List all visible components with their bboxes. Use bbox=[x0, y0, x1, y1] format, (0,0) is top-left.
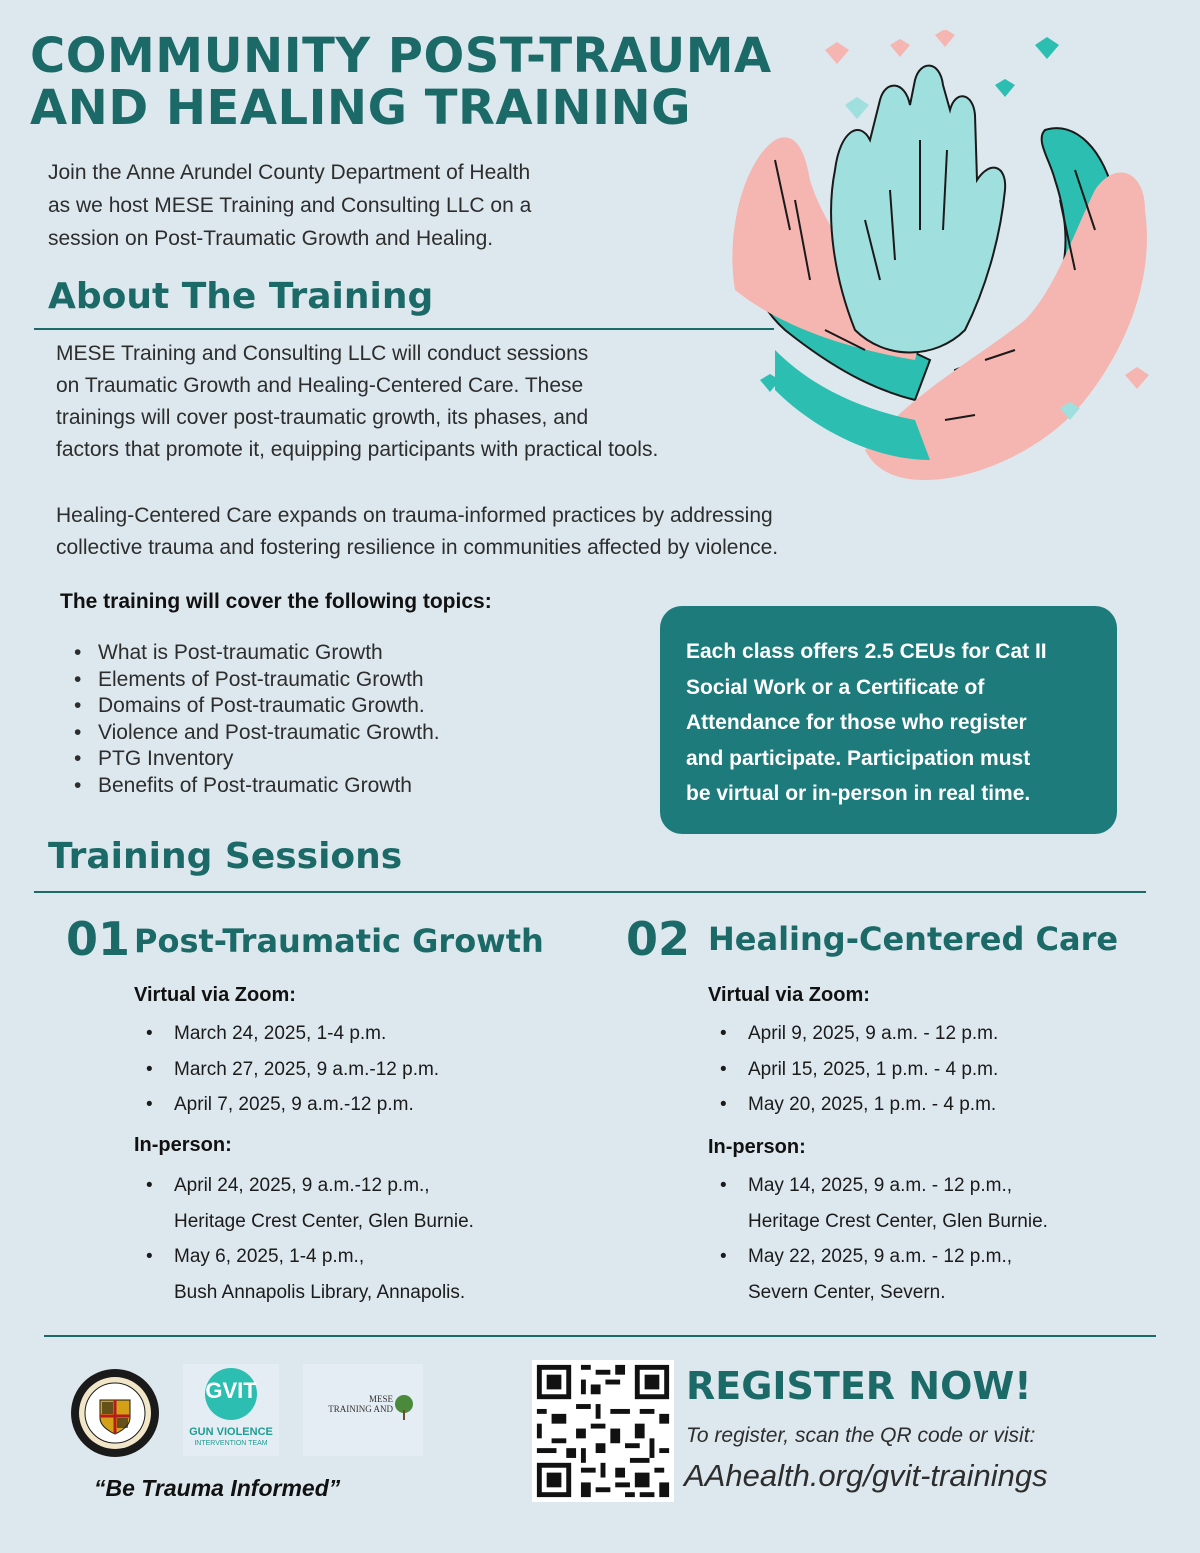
about-divider bbox=[34, 328, 774, 330]
session-location: Heritage Crest Center, Glen Burnie. bbox=[174, 1210, 474, 1232]
topics-heading: The training will cover the following topics: bbox=[60, 590, 492, 613]
ceu-text bbox=[686, 634, 1091, 812]
ceu-line: Attendance for those who register bbox=[686, 711, 1027, 734]
list-item: • March 27, 2025, 9 a.m.-12 p.m. bbox=[134, 1052, 439, 1088]
ceu-line: Social Work or a Certificate of bbox=[686, 675, 985, 699]
ceu-line: and participate. Participation must bbox=[686, 746, 1031, 770]
session-2-virtual-label: Virtual via Zoom: bbox=[708, 984, 870, 1006]
session-location: Bush Annapolis Library, Annapolis. bbox=[174, 1281, 466, 1303]
session-1-number: 01 bbox=[66, 912, 131, 966]
list-item: • May 20, 2025, 1 p.m. - 4 p.m. bbox=[708, 1087, 998, 1123]
about-paragraph-1 bbox=[56, 338, 856, 466]
paragraph-line: factors that promote it, equipping participants with practical tools. bbox=[56, 438, 659, 461]
topics-list bbox=[72, 640, 440, 799]
list-item: • What is Post-traumatic Growth bbox=[72, 640, 440, 667]
list-item bbox=[708, 1168, 1048, 1239]
register-link[interactable]: AAhealth.org/gvit-trainings bbox=[684, 1458, 1048, 1493]
intro-text bbox=[48, 156, 708, 255]
mese-logo bbox=[303, 1364, 423, 1456]
about-paragraph-2 bbox=[56, 500, 1056, 564]
intro-line: as we host MESE Training and Consulting LLC on a bbox=[48, 194, 532, 217]
session-2-title: Healing-Centered Care bbox=[708, 920, 1119, 958]
tagline: “Be Trauma Informed” bbox=[94, 1475, 341, 1501]
paragraph-line: on Traumatic Growth and Healing-Centered Care. These bbox=[56, 374, 584, 397]
intro-line: session on Post-Traumatic Growth and Healing. bbox=[48, 227, 494, 250]
intro-line: Join the Anne Arundel County Department of Health bbox=[48, 161, 531, 184]
gvit-logo bbox=[183, 1364, 279, 1456]
about-heading: About The Training bbox=[48, 276, 434, 317]
list-item: • Violence and Post-traumatic Growth. bbox=[72, 720, 440, 747]
list-item bbox=[708, 1239, 1048, 1310]
ceu-line: Each class offers 2.5 CEUs for Cat II bbox=[686, 640, 1047, 663]
county-seal-icon bbox=[70, 1368, 160, 1458]
session-1-virtual-label: Virtual via Zoom: bbox=[134, 984, 296, 1006]
sessions-heading: Training Sessions bbox=[48, 836, 403, 877]
session-2-virtual-list bbox=[708, 1016, 998, 1123]
list-item bbox=[134, 1168, 474, 1239]
session-location: Severn Center, Severn. bbox=[748, 1281, 946, 1303]
list-item: • April 9, 2025, 9 a.m. - 12 p.m. bbox=[708, 1016, 998, 1052]
session-2-inperson-list bbox=[708, 1168, 1048, 1310]
gvit-logo-sub2: INTERVENTION TEAM bbox=[194, 1440, 268, 1447]
list-item: • March 24, 2025, 1-4 p.m. bbox=[134, 1016, 439, 1052]
gvit-logo-sub1: GUN VIOLENCE bbox=[189, 1426, 273, 1438]
title-line-1: COMMUNITY POST-TRAUMA bbox=[30, 28, 772, 84]
paragraph-line: Healing-Centered Care expands on trauma-informed practices by addressing bbox=[56, 504, 773, 527]
mese-logo-text-1: MESE bbox=[368, 1394, 393, 1404]
register-instructions: To register, scan the QR code or visit: bbox=[686, 1424, 1036, 1447]
session-date: • May 14, 2025, 9 a.m. - 12 p.m., bbox=[748, 1175, 1013, 1196]
session-1-title: Post-Traumatic Growth bbox=[134, 922, 544, 960]
gvit-logo-text: GVIT bbox=[205, 1378, 257, 1403]
session-1-virtual-list bbox=[134, 1016, 439, 1123]
session-date: • April 24, 2025, 9 a.m.-12 p.m., bbox=[174, 1175, 430, 1196]
register-title: REGISTER NOW! bbox=[686, 1364, 1032, 1408]
footer-divider bbox=[44, 1335, 1156, 1337]
title-line-2: AND HEALING TRAINING bbox=[30, 80, 692, 136]
tree-icon bbox=[393, 1394, 415, 1420]
list-item: • April 15, 2025, 1 p.m. - 4 p.m. bbox=[708, 1052, 998, 1088]
page-title bbox=[30, 30, 830, 134]
ceu-info-box bbox=[660, 606, 1117, 834]
paragraph-line: collective trauma and fostering resilience in communities affected by violence. bbox=[56, 536, 779, 559]
list-item: • April 7, 2025, 9 a.m.-12 p.m. bbox=[134, 1087, 439, 1123]
mese-logo-text-2: TRAINING AND bbox=[328, 1404, 393, 1414]
session-2-inperson-label: In-person: bbox=[708, 1136, 806, 1158]
session-date: • May 6, 2025, 1-4 p.m., bbox=[174, 1246, 365, 1267]
paragraph-line: MESE Training and Consulting LLC will conduct sessions bbox=[56, 342, 589, 365]
paragraph-line: trainings will cover post-traumatic growth, its phases, and bbox=[56, 406, 589, 429]
list-item: • Domains of Post-traumatic Growth. bbox=[72, 693, 440, 720]
session-1-inperson-list bbox=[134, 1168, 474, 1310]
list-item: • Benefits of Post-traumatic Growth bbox=[72, 773, 440, 800]
ceu-line: be virtual or in-person in real time. bbox=[686, 782, 1031, 805]
list-item bbox=[134, 1239, 474, 1310]
session-date: • May 22, 2025, 9 a.m. - 12 p.m., bbox=[748, 1246, 1013, 1267]
session-2-number: 02 bbox=[626, 912, 691, 966]
list-item: • Elements of Post-traumatic Growth bbox=[72, 667, 440, 694]
sessions-divider bbox=[34, 891, 1146, 893]
session-1-inperson-label: In-person: bbox=[134, 1134, 232, 1156]
list-item: • PTG Inventory bbox=[72, 746, 440, 773]
session-location: Heritage Crest Center, Glen Burnie. bbox=[748, 1210, 1048, 1232]
qr-code-icon[interactable] bbox=[532, 1360, 674, 1502]
